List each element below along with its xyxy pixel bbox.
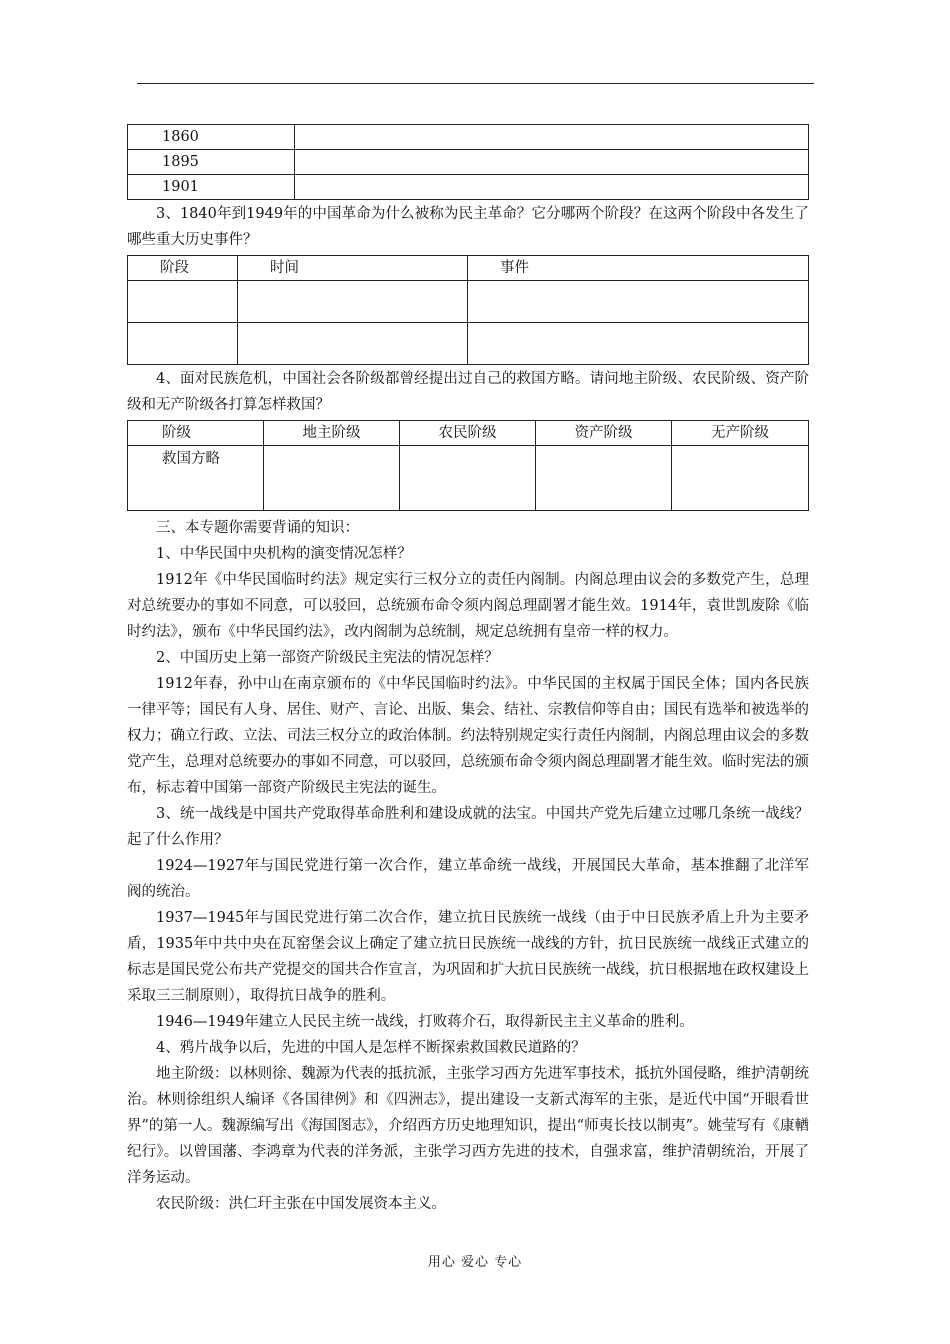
blank-cell xyxy=(672,446,809,511)
section-title: 三、本专题你需要背诵的知识： xyxy=(156,520,359,536)
year-cell: 1895 xyxy=(128,150,295,175)
blank-cell xyxy=(295,125,809,150)
header-cell: 阶段 xyxy=(128,256,238,281)
header-cell: 阶级 xyxy=(128,421,264,446)
blank-cell xyxy=(128,323,238,365)
paragraph: 3、统一战线是中国共产党取得革命胜利和建设成就的法宝。中国共产党先后建立过哪几条统一战线？起了什么作用？ xyxy=(127,806,809,848)
page-content xyxy=(127,124,809,1217)
blank-cell xyxy=(238,281,468,323)
page-footer: 用心 爱心 专心 xyxy=(427,1255,523,1270)
header-rule xyxy=(137,83,814,84)
header-cell: 无产阶级 xyxy=(672,421,809,446)
paragraph: 4、鸦片战争以后，先进的中国人是怎样不断探索救国救民道路的？ xyxy=(156,1040,586,1056)
table-row xyxy=(128,446,809,511)
blank-cell xyxy=(536,446,672,511)
paragraph: 1912年《中华民国临时约法》规定实行三权分立的责任内阁制。内阁总理由议会的多数党产生，总理对总统要办的事如不同意，可以驳回，总统颁布命令须内阁总理副署才能生效。1914年，袁世凯废除《临时约法》，颁布《中华民国约法》，改内阁制为总统制，规定总统拥有皇帝一样的权力。 xyxy=(127,572,809,640)
paragraph: 2、中国历史上第一部资产阶级民主宪法的情况怎样？ xyxy=(156,650,499,666)
header-cell: 资产阶级 xyxy=(536,421,672,446)
paragraph: 1924—1927年与国民党进行第一次合作，建立革命统一战线，开展国民大革命，基本推翻了北洋军阀的统治。 xyxy=(127,858,809,900)
paragraph: 1、中华民国中央机构的演变情况怎样？ xyxy=(156,546,412,562)
question-4: 4、面对民族危机，中国社会各阶级都曾经提出过自己的救国方略。请问地主阶级、农民阶级、资产阶级和无产阶级各打算怎样救国？ xyxy=(127,371,809,413)
table-row xyxy=(128,150,809,175)
paragraph: 农民阶级：洪仁玕主张在中国发展资本主义。 xyxy=(156,1196,446,1212)
blank-cell xyxy=(264,446,400,511)
blank-cell xyxy=(468,281,809,323)
blank-cell xyxy=(128,281,238,323)
table-header-row xyxy=(128,421,809,446)
blank-cell xyxy=(295,150,809,175)
blank-cell xyxy=(295,175,809,200)
table-row xyxy=(128,125,809,150)
table-row xyxy=(128,281,809,323)
years-table xyxy=(127,124,809,200)
blank-cell xyxy=(238,323,468,365)
paragraph: 地主阶级：以林则徐、魏源为代表的抵抗派，主张学习西方先进军事技术，抵抗外国侵略，维护清朝统治。林则徐组织人编译《各国律例》和《四洲志》，提出建设一支新式海军的主张，是近代中国“开眼看世界”的第一人。魏源编写出《海国图志》，介绍西方历史地理知识，提出“师夷长技以制夷”。姚莹写有《康輶纪行》。以曾国藩、李鸿章为代表的洋务派，主张学习西方先进的技术，自强求富，维护清朝统治，开展了洋务运动。 xyxy=(127,1066,809,1186)
table-header-row xyxy=(128,256,809,281)
classes-table xyxy=(127,420,809,511)
year-cell: 1901 xyxy=(128,175,295,200)
table-row xyxy=(128,323,809,365)
header-cell: 时间 xyxy=(238,256,468,281)
blank-cell xyxy=(468,323,809,365)
paragraph: 1912年春，孙中山在南京颁布的《中华民国临时约法》。中华民国的主权属于国民全体；国内各民族一律平等；国民有人身、居住、财产、言论、出版、集会、结社、宗教信仰等自由；国民有选举和被选举的权力；确立行政、立法、司法三权分立的政治体制。约法特别规定实行责任内阁制，内阁总理由议会的多数党产生，总理对总统要办的事如不同意，可以驳回，总统颁布命令须内阁总理副署才能生效。临时宪法的颁布，标志着中国第一部资产阶级民主宪法的诞生。 xyxy=(127,676,809,796)
table-row xyxy=(128,175,809,200)
row-label-cell: 救国方略 xyxy=(128,446,264,511)
header-cell: 事件 xyxy=(468,256,809,281)
paragraph: 1937—1945年与国民党进行第二次合作，建立抗日民族统一战线（由于中日民族矛盾上升为主要矛盾，1935年中共中央在瓦窑堡会议上确定了建立抗日民族统一战线的方针，抗日民族统一战线正式建立的标志是国民党公布共产党提交的国共合作宣言，为巩固和扩大抗日民族统一战线，抗日根据地在政权建设上采取三三制原则），取得抗日战争的胜利。 xyxy=(127,910,809,1004)
header-cell: 地主阶级 xyxy=(264,421,400,446)
paragraph: 1946—1949年建立人民民主统一战线，打败蒋介石，取得新民主主义革命的胜利。 xyxy=(156,1014,694,1030)
stages-table xyxy=(127,255,809,365)
header-cell: 农民阶级 xyxy=(400,421,536,446)
question-3: 3、1840年到1949年的中国革命为什么被称为民主革命？它分哪两个阶段？在这两个阶段中各发生了哪些重大历史事件？ xyxy=(127,206,809,248)
blank-cell xyxy=(400,446,536,511)
year-cell: 1860 xyxy=(128,125,295,150)
